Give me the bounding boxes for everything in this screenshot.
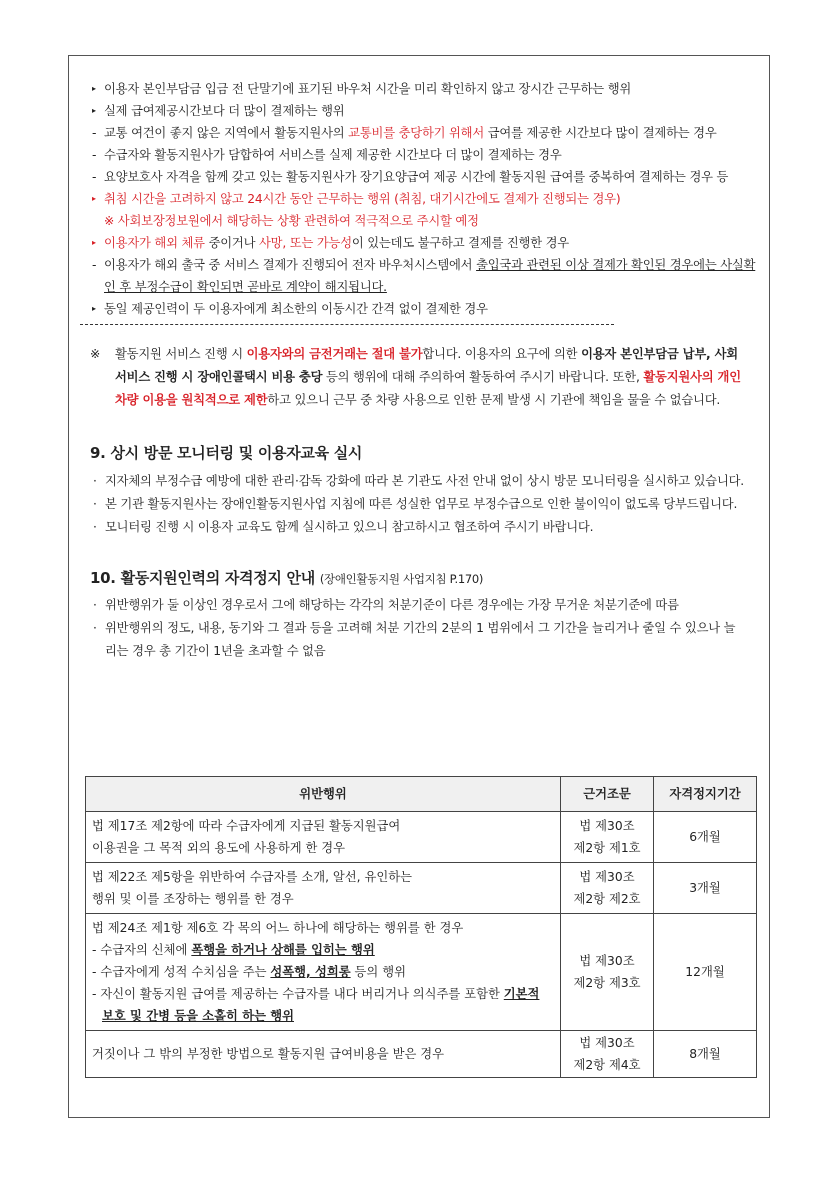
law-cell [561,863,654,914]
cell-line [92,939,554,961]
cell-text: 법 제30조 [579,819,635,833]
law-cell [561,812,654,863]
violation-cell [86,812,561,863]
bullet-item [80,470,760,493]
item-text: 이 있는데도 불구하고 결제를 진행한 경우 [351,236,569,250]
cell-text: 제2항 제3호 [573,976,641,990]
cell-text: - 수급자의 신체에 [92,943,192,957]
bullet-text: 본 기관 활동지원사는 장애인활동지원사업 지침에 따른 성실한 업무로 부정수급으로 인한 불이익이 없도록 당부드립니다. [105,497,738,511]
dot-bullet: · [93,598,97,612]
dash-bullet: - [92,126,97,140]
list-item [80,100,760,122]
note-bold: 이용자 본인부담금 납부, 사회서비스 진행 시 장애인콜택시 비용 충당 [115,347,738,384]
bullet-text: 위반행위가 둘 이상인 경우로서 그에 해당하는 각각의 처분기준이 다른 경우에는 가장 무거운 처분기준에 따름 [105,598,679,612]
violation-cell [86,863,561,914]
bullet-item [80,594,760,617]
triangle-bullet-icon: ▸ [92,304,96,313]
note-text: 하고 있으니 근무 중 차량 사용으로 인한 문제 발생 시 기관에 책임을 물을 수 없습니다. [267,393,721,407]
bullet-text: 모니터링 진행 시 이용자 교육도 함께 실시하고 있으니 참고하시고 협조하여 주시기 바랍니다. [105,520,594,534]
cell-text: 제2항 제2호 [573,892,641,906]
list-item [80,78,760,100]
note-text: 등의 행위에 대해 주의하여 활동하여 주시기 바랍니다. 또한, [322,370,644,384]
header-violation: 위반행위 [86,777,561,812]
document-body [80,78,760,663]
cell-text: - 자신이 활동지원 급여를 제공하는 수급자를 내다 버리거나 의식주를 포함한 [92,987,504,1001]
item-text: 급여를 제공한 시간보다 많이 결제하는 경우 [484,126,717,140]
cell-text: - 수급자에게 성적 수치심을 주는 [92,965,271,979]
cell-text: 법 제30조 [579,870,635,884]
note-text: 활동지원 서비스 진행 시 [115,347,247,361]
dashed-divider [80,324,614,325]
dot-bullet: · [93,520,97,534]
list-item [80,254,760,298]
item-text: 이용자가 해외 출국 중 서비스 결제가 진행되어 전자 바우처시스템에서 [104,258,477,272]
disqualification-table [85,776,757,1078]
list-item [80,188,760,232]
triangle-bullet-icon: ▸ [92,194,96,203]
cell-emphasis: 성폭행, 성희롱 [270,965,351,979]
list-item [80,144,760,166]
cell-emphasis: 기본적 보호 및 간병 등을 소홀히 하는 행위 [102,987,540,1023]
bullet-item [80,617,760,663]
section-9-title: 9. 상시 방문 모니터링 및 이용자교육 실시 [90,444,363,462]
highlight-text: 교통비를 충당하기 위해서 [348,126,485,140]
cell-text: 행위 및 이를 조장하는 행위를 한 경우 [92,892,294,906]
cell-text: 제2항 제4호 [573,1058,641,1072]
cell-text: 법 제24조 제1항 제6호 각 목의 어느 하나에 해당하는 행위를 한 경우 [92,921,464,935]
header-law: 근거조문 [561,777,654,812]
triangle-bullet-icon: ▸ [92,84,96,93]
reference-mark: ※ [90,347,101,361]
violation-cell: 거짓이나 그 밖의 부정한 방법으로 활동지원 급여비용을 받은 경우 [86,1031,561,1078]
section-10-subtitle: (장애인활동지원 사업지침 P.170) [319,572,484,586]
underlined-text: 출입국과 관련된 이상 결제가 확인된 경우에는 사실확인 후 부정수급이 확인되면 곧바로 계약이 해지됩니다. [104,258,756,294]
list-item [80,122,760,144]
dot-bullet: · [93,497,97,511]
section-10-heading: 10. 활동지원인력의 자격정지 안내 [90,569,315,587]
dash-bullet: - [92,258,97,272]
bullet-item [80,493,760,516]
triangle-bullet-icon: ▸ [92,238,96,247]
period-cell: 8개월 [654,1031,757,1078]
cell-text: 제2항 제1호 [573,841,641,855]
item-text: 중이거나 [204,236,259,250]
cell-text: 이용권을 그 목적 외의 용도에 사용하게 한 경우 [92,841,346,855]
law-cell [561,1031,654,1078]
cell-text: 법 제17조 제2항에 따라 수급자에게 지급된 활동지원급여 [92,819,401,833]
header-period: 자격정지기간 [654,777,757,812]
cell-text: 법 제30조 [579,954,635,968]
cell-text: 등의 행위 [350,965,406,979]
item-text: 수급자와 활동지원사가 담합하여 서비스를 실제 제공한 시간보다 더 많이 결제하는 경우 [104,148,562,162]
note-highlight: 이용자와의 금전거래는 절대 불가 [246,347,423,361]
notice-paragraph [80,343,760,412]
item-text: 교통 여건이 좋지 않은 지역에서 활동지원사의 [104,126,349,140]
note-highlight: 활동지원사의 개인 차량 이용을 원칙적으로 제한 [115,370,741,407]
cell-line [92,961,554,983]
period-cell: 3개월 [654,863,757,914]
violation-cell [86,914,561,1031]
dash-bullet: - [92,148,97,162]
table-row [86,812,757,863]
list-item [80,298,760,320]
item-text: 실제 급여제공시간보다 더 많이 결제하는 행위 [104,104,345,118]
dot-bullet: · [93,621,97,635]
list-item [80,232,760,254]
dot-bullet: · [93,474,97,488]
table-header-row [86,777,757,812]
highlight-text: 이용자가 해외 체류 [104,236,205,250]
dash-bullet: - [92,170,97,184]
list-item [80,166,760,188]
bullet-item [80,516,760,539]
triangle-bullet-icon: ▸ [92,106,96,115]
section-10-title [80,567,760,590]
bullet-text: 위반행위의 정도, 내용, 동기와 그 결과 등을 고려해 처분 기간의 2분의 1 범위에서 그 기간을 늘리거나 줄일 수 있으나 늘리는 경우 총 기간이 1년을 초과할 수 없음 [105,621,736,658]
table-row [86,863,757,914]
law-cell [561,914,654,1031]
cell-line [92,983,554,1027]
item-note: ※ 사회보장정보원에서 해당하는 상황 관련하여 적극적으로 주시할 예정 [104,214,479,228]
period-cell: 6개월 [654,812,757,863]
cell-text: 법 제22조 제5항을 위반하여 수급자를 소개, 알선, 유인하는 [92,870,412,884]
item-text: 이용자 본인부담금 입금 전 단말기에 표기된 바우처 시간을 미리 확인하지 않고 장시간 근무하는 행위 [104,82,632,96]
bullet-text: 지자체의 부정수급 예방에 대한 관리·감독 강화에 따라 본 기관도 사전 안내 없이 상시 방문 모니터링을 실시하고 있습니다. [105,474,745,488]
cell-emphasis: 폭행을 하거나 상해를 입히는 행위 [191,943,375,957]
item-text: 취침 시간을 고려하지 않고 24시간 동안 근무하는 행위 (취침, 대기시간에도 결제가 진행되는 경우) [104,192,621,206]
cell-text: 법 제30조 [579,1036,635,1050]
period-cell: 12개월 [654,914,757,1031]
item-text: 동일 제공인력이 두 이용자에게 최소한의 이동시간 간격 없이 결제한 경우 [104,302,488,316]
table-row [86,1031,757,1078]
note-text: 합니다. 이용자의 요구에 의한 [422,347,582,361]
item-text: 요양보호사 자격을 함께 갖고 있는 활동지원사가 장기요양급여 제공 시간에 활동지원 급여를 중복하여 결제하는 경우 등 [104,170,729,184]
highlight-text: 사망, 또는 가능성 [259,236,352,250]
table-row [86,914,757,1031]
